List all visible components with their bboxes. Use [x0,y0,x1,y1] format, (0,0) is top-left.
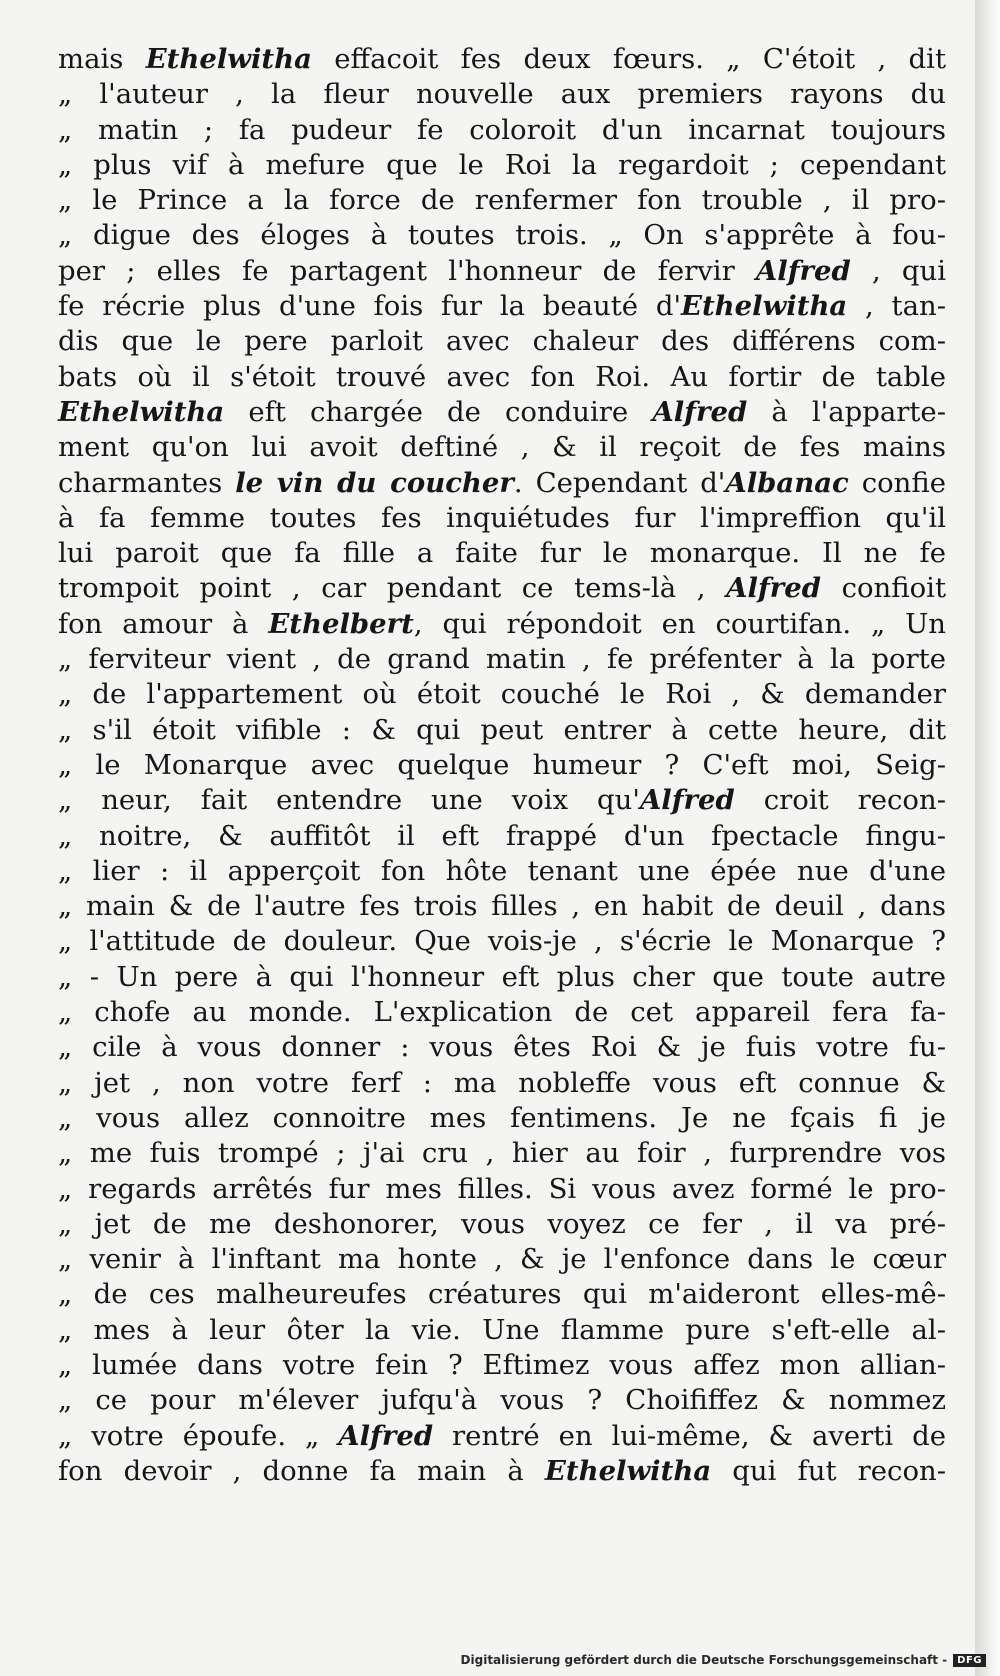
italic-segment: Ethelwitha [681,290,848,323]
line-segment: „ ce pour m'élever jufqu'à vous ? Choififfez & nommez [58,1384,946,1417]
text-line [58,113,946,148]
digitization-credit [461,1650,986,1670]
line-segment: fon amour à [58,607,269,640]
italic-segment: le vin du coucher [235,466,514,499]
line-segment: confioit [820,572,947,605]
text-line [58,642,946,677]
line-segment: „ regards arrêtés fur mes filles. Si vous avez formé le pro- [58,1172,946,1205]
line-segment: à l'apparte- [747,395,946,428]
text-line [58,77,946,112]
page-edge [975,0,1000,1676]
text-line [58,395,946,430]
line-segment: , qui [850,254,946,287]
line-segment: „ l'attitude de douleur. Que vois-je , s'écrie le Monarque ? [58,925,946,958]
text-line [58,1066,946,1101]
text-line [58,1242,946,1277]
italic-segment: Ethelbert [268,607,414,640]
text-line [58,183,946,218]
dfg-logo: DFG [953,1654,986,1667]
text-line [58,571,946,606]
text-line [58,218,946,253]
text-line [58,1383,946,1418]
text-line [58,1136,946,1171]
text-line [58,1207,946,1242]
line-segment: lui paroit que fa fille a faite fur le monarque. Il ne fe [58,537,946,570]
line-segment: „ neur, fait entendre une voix qu' [58,784,640,817]
line-segment: „ de ces malheureufes créatures qui m'aideront elles-mê- [58,1278,946,1311]
line-segment: eft chargée de conduire [224,395,653,428]
line-segment: „ le Prince a la force de renfermer fon trouble , il pro- [58,184,946,217]
text-line [58,607,946,642]
text-line [58,677,946,712]
line-segment: dis que le pere parloit avec chaleur des différens com- [58,325,946,358]
italic-segment: Albanac [725,466,849,499]
line-segment: „ ferviteur vient , de grand matin , fe préfenter à la porte [58,643,946,676]
text-line [58,1101,946,1136]
text-line [58,254,946,289]
italic-segment: Alfred [338,1419,434,1452]
line-segment: charmantes [58,466,236,499]
text-line [58,1348,946,1383]
text-line [58,713,946,748]
text-line [58,324,946,359]
line-segment: „ digue des éloges à toutes trois. „ On s'apprête à fou- [58,219,946,252]
line-segment: per ; elles fe partagent l'honneur de fervir [58,254,756,287]
line-segment: , tan- [847,290,946,323]
text-line [58,1454,946,1489]
text-line [58,1277,946,1312]
text-line [58,148,946,183]
line-segment: „ lumée dans votre fein ? Eftimez vous affez mon allian- [58,1348,946,1381]
italic-segment: Ethelwitha [145,43,312,75]
line-segment: „ le Monarque avec quelque humeur ? C'eft moi, Seig- [58,748,946,781]
line-segment: qui fut recon- [711,1454,947,1487]
page-text [58,42,946,1489]
line-segment: „ de l'appartement où étoit couché le Roi , & demander [58,678,946,711]
text-line [58,924,946,959]
italic-segment: Ethelwitha [58,395,225,428]
line-segment: „ noitre, & auffitôt il eft frappé d'un fpectacle fingu- [58,819,946,852]
text-line [58,1419,946,1454]
text-line [58,995,946,1030]
line-segment: confie [848,466,946,499]
text-line [58,430,946,465]
line-segment: „ vous allez connoitre mes fentimens. Je ne fçais fi je [58,1101,946,1134]
line-segment: bats où il s'étoit trouvé avec fon Roi. Au fortir de table [58,360,946,393]
text-line [58,1313,946,1348]
credit-text: Digitalisierung gefördert durch die Deutsche Forschungsgemeinschaft - [460,1653,948,1667]
text-line [58,889,946,924]
text-line [58,960,946,995]
italic-segment: Alfred [755,254,851,287]
text-line [58,466,946,501]
text-line [58,501,946,536]
text-line [58,289,946,324]
line-segment: fe récrie plus d'une fois fur la beauté d' [58,290,682,323]
text-line [58,783,946,818]
italic-segment: Ethelwitha [544,1454,712,1487]
italic-segment: Alfred [639,784,735,817]
line-segment: . Cependant d' [513,466,726,499]
line-segment: „ chofe au monde. L'explication de cet appareil fera fa- [58,996,946,1029]
line-segment: mais [58,43,146,75]
line-segment: effacoit fes deux fœurs. „ C'étoit , dit [311,43,946,75]
text-line [58,819,946,854]
line-segment: trompoit point , car pendant ce tems-là , [58,572,727,605]
line-segment: „ me fuis trompé ; j'ai cru , hier au foir , furprendre vos [58,1137,946,1170]
text-line [58,360,946,395]
line-segment: fon devoir , donne fa main à [58,1454,545,1487]
line-segment: , qui répondoit en courtifan. „ Un [413,607,947,640]
line-segment: „ plus vif à mefure que le Roi la regardoit ; cependant [58,148,946,181]
line-segment: à fa femme toutes fes inquiétudes fur l'impreffion qu'il [58,501,946,534]
line-segment: rentré en lui-même, & averti de [433,1419,946,1452]
line-segment: „ matin ; fa pudeur fe coloroit d'un incarnat toujours [58,113,946,146]
text-line [58,748,946,783]
line-segment: „ s'il étoit vifible : & qui peut entrer à cette heure, dit [58,713,946,746]
line-segment: „ mes à leur ôter la vie. Une flamme pure s'eft-elle al- [58,1313,946,1346]
italic-segment: Alfred [726,572,821,605]
line-segment: „ venir à l'inftant ma honte , & je l'enfonce dans le cœur [58,1243,946,1276]
line-segment: ment qu'on lui avoit deftiné , & il reçoit de fes mains [58,431,946,464]
text-line [58,854,946,889]
line-segment: „ votre époufe. „ [58,1419,339,1452]
line-segment: „ lier : il apperçoit fon hôte tenant une épée nue d'une [58,854,946,887]
line-segment: „ main & de l'autre fes trois filles , en habit de deuil , dans [58,890,946,923]
line-segment: „ jet , non votre ferf : ma nobleffe vous eft connue & [58,1066,946,1099]
text-line [58,536,946,571]
line-segment: „ jet de me deshonorer, vous voyez ce fer , il va pré- [58,1207,946,1240]
line-segment: „ - Un pere à qui l'honneur eft plus cher que toute autre [58,960,946,993]
text-line [58,42,946,77]
line-segment: croit recon- [734,784,946,817]
italic-segment: Alfred [652,395,748,428]
text-line [58,1030,946,1065]
line-segment: „ cile à vous donner : vous êtes Roi & je fuis votre fu- [58,1031,946,1064]
line-segment: „ l'auteur , la fleur nouvelle aux premiers rayons du [58,78,946,111]
text-line [58,1172,946,1207]
